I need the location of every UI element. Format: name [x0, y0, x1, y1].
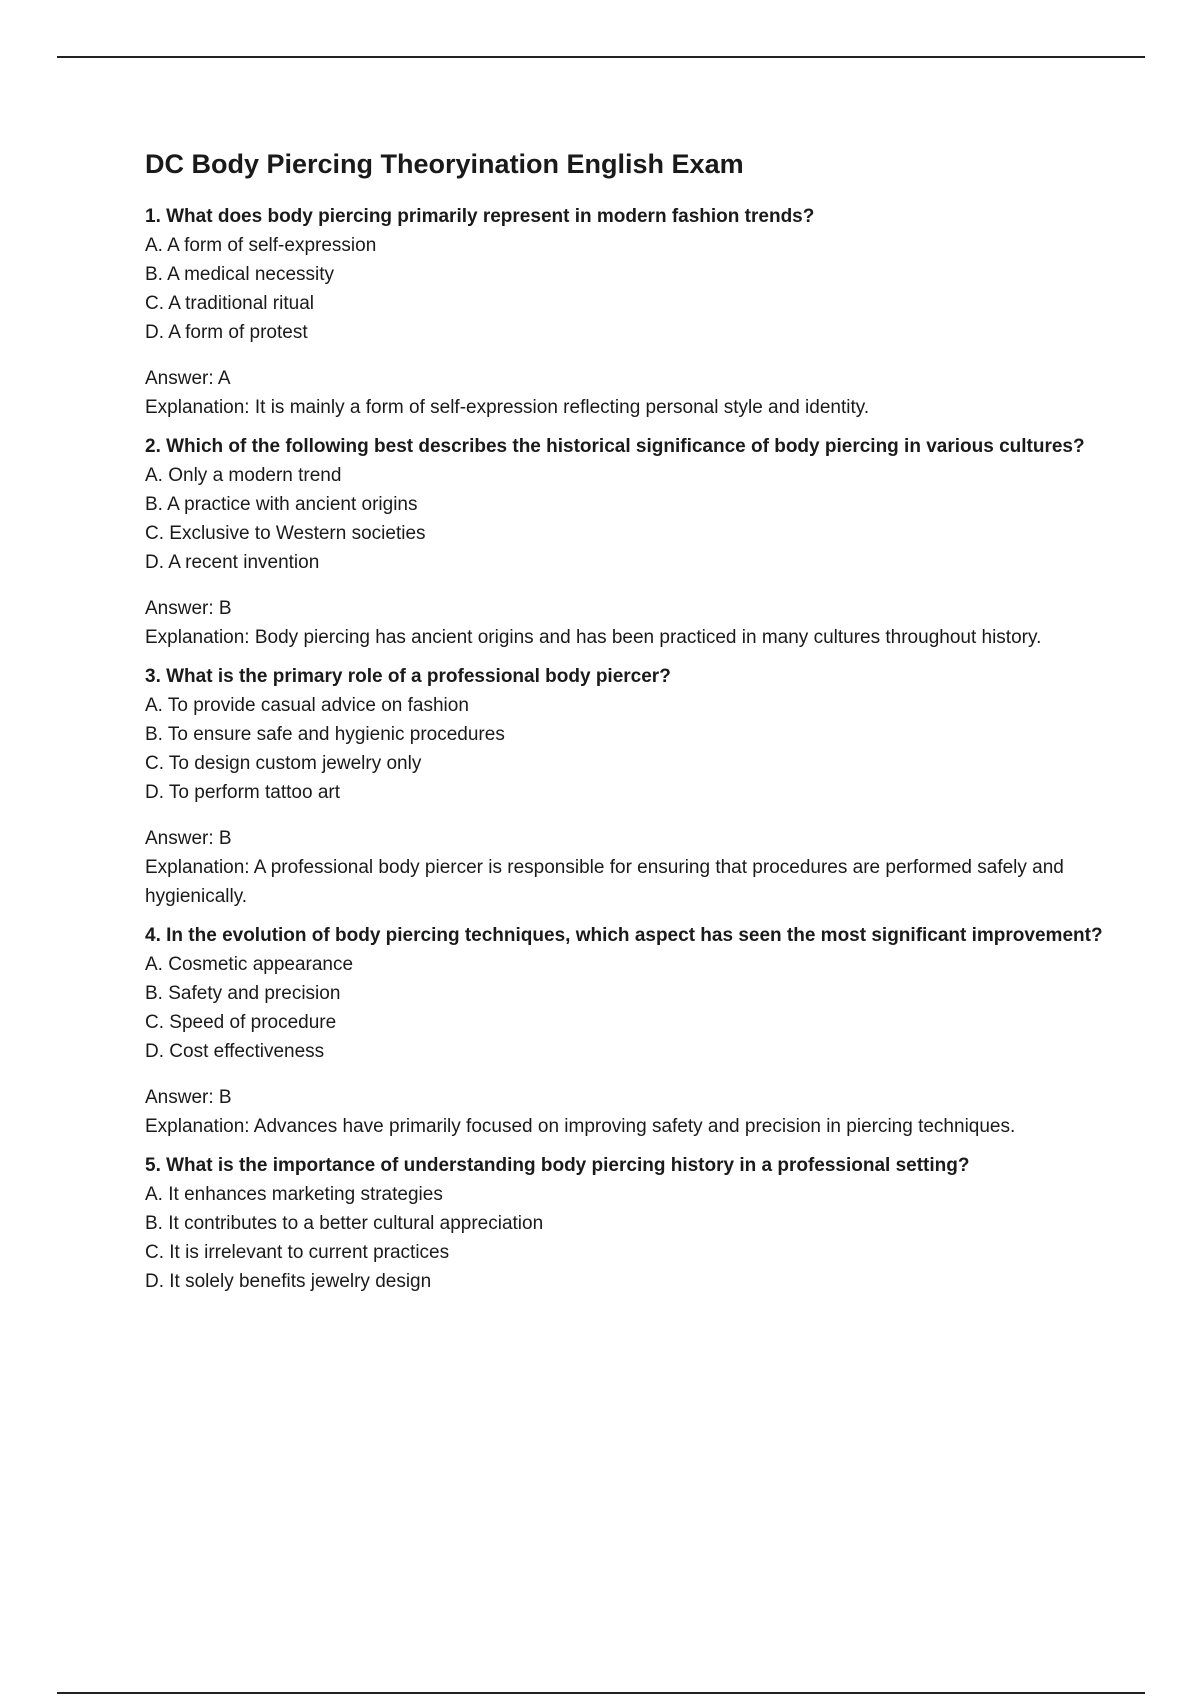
question-text: 4. In the evolution of body piercing techniques, which aspect has seen the most significant improvement? — [145, 924, 1103, 946]
answer-option: C. It is irrelevant to current practices — [145, 1241, 450, 1263]
answer-option: A. Cosmetic appearance — [145, 953, 354, 975]
answer-option: A. To provide casual advice on fashion — [145, 694, 469, 716]
answer-option: D. To perform tattoo art — [145, 781, 341, 803]
explanation-text: Explanation: It is mainly a form of self-expression reflecting personal style and identity. — [145, 396, 870, 418]
question-item — [145, 662, 1105, 911]
explanation-text: Explanation: A professional body piercer is responsible for ensuring that procedures are performed safely and hygienically. — [145, 856, 1064, 907]
answer-block — [145, 364, 1105, 422]
answer-text: Answer: B — [145, 827, 232, 849]
question-item — [145, 921, 1105, 1141]
answer-option: D. It solely benefits jewelry design — [145, 1270, 432, 1292]
answer-block — [145, 594, 1105, 652]
page-content — [145, 148, 1105, 1306]
answer-option: B. It contributes to a better cultural appreciation — [145, 1212, 544, 1234]
bottom-rule — [57, 1692, 1145, 1694]
answer-option: B. To ensure safe and hygienic procedures — [145, 723, 505, 745]
question-item — [145, 432, 1105, 652]
question-text: 1. What does body piercing primarily represent in modern fashion trends? — [145, 205, 815, 227]
answer-option: A. Only a modern trend — [145, 464, 342, 486]
page-title: DC Body Piercing Theoryination English Exam — [145, 149, 744, 179]
top-rule — [57, 56, 1145, 58]
answer-option: A. A form of self-expression — [145, 234, 377, 256]
answer-option: B. A practice with ancient origins — [145, 493, 418, 515]
question-item — [145, 1151, 1105, 1296]
answer-option: D. Cost effectiveness — [145, 1040, 325, 1062]
answer-option: A. It enhances marketing strategies — [145, 1183, 443, 1205]
answer-text: Answer: A — [145, 367, 231, 389]
answer-text: Answer: B — [145, 597, 232, 619]
explanation-text: Explanation: Body piercing has ancient origins and has been practiced in many cultures throughout history. — [145, 626, 1042, 648]
answer-block — [145, 824, 1105, 911]
question-text: 2. Which of the following best describes the historical significance of body piercing in various cultures? — [145, 435, 1085, 457]
answer-option: C. Exclusive to Western societies — [145, 522, 426, 544]
answer-option: B. Safety and precision — [145, 982, 341, 1004]
answer-option: D. A form of protest — [145, 321, 308, 343]
explanation-text: Explanation: Advances have primarily focused on improving safety and precision in piercing techniques. — [145, 1115, 1016, 1137]
answer-option: D. A recent invention — [145, 551, 320, 573]
answer-option: C. To design custom jewelry only — [145, 752, 422, 774]
answer-option: C. Speed of procedure — [145, 1011, 337, 1033]
question-text: 5. What is the importance of understanding body piercing history in a professional setting? — [145, 1154, 970, 1176]
answer-option: B. A medical necessity — [145, 263, 335, 285]
answer-text: Answer: B — [145, 1086, 232, 1108]
answer-option: C. A traditional ritual — [145, 292, 314, 314]
answer-block — [145, 1083, 1105, 1141]
question-text: 3. What is the primary role of a professional body piercer? — [145, 665, 671, 687]
question-item — [145, 202, 1105, 422]
